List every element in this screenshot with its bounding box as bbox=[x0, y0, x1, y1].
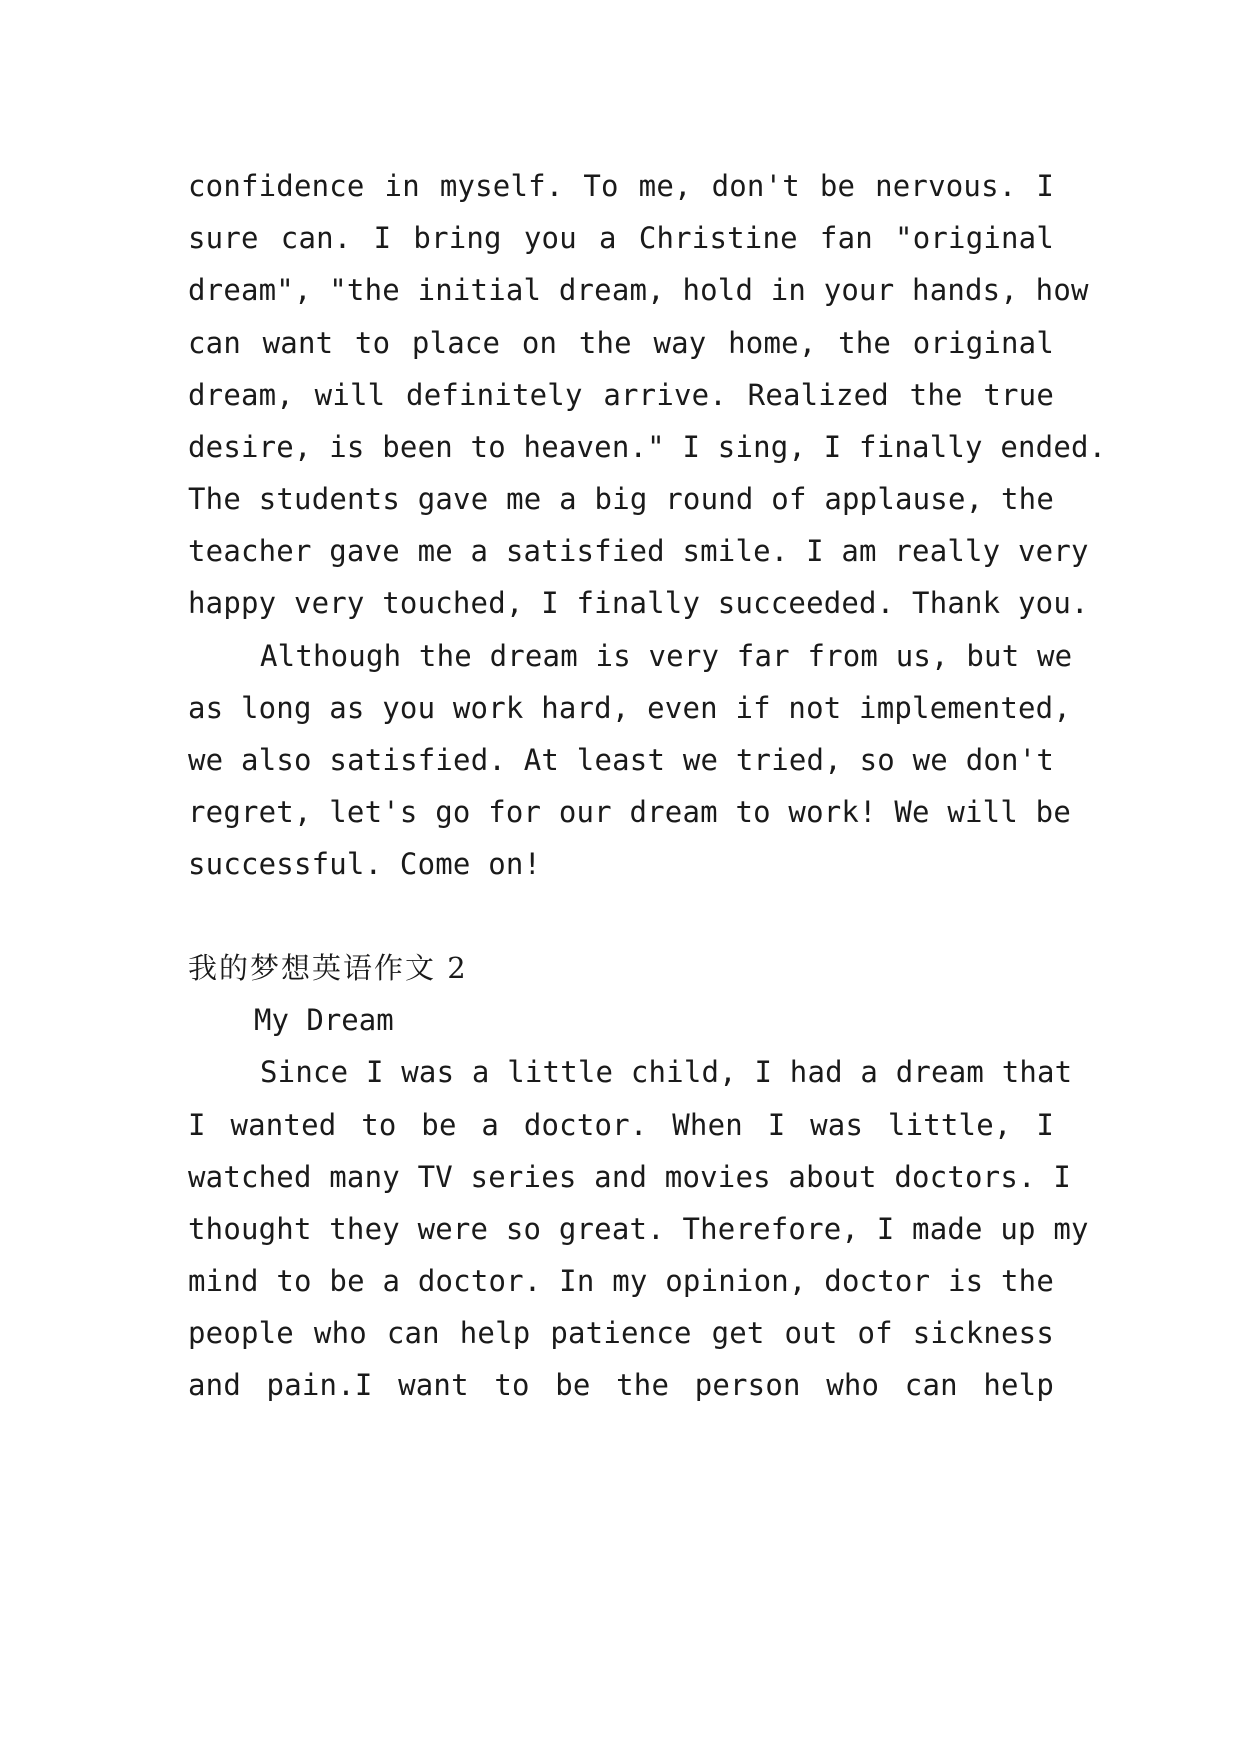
paragraph-line: successful. Come on! bbox=[188, 847, 542, 881]
paragraph-line: I wanted to be a doctor. When I was little, I bbox=[188, 1108, 1054, 1142]
paragraph-line: as long as you work hard, even if not implemented, bbox=[188, 691, 1071, 725]
section-heading: 我的梦想英语作文 2 bbox=[188, 951, 468, 985]
paragraph-line: watched many TV series and movies about doctors. I bbox=[188, 1160, 1071, 1194]
paragraph-line: The students gave me a big round of applause, the bbox=[188, 482, 1054, 516]
paragraph-line: happy very touched, I finally succeeded. Thank you. bbox=[188, 586, 1089, 620]
paragraph-line: confidence in myself. To me, don't be nervous. I bbox=[188, 169, 1054, 203]
paragraph-line: sure can. I bring you a Christine fan "original bbox=[188, 221, 1054, 255]
paragraph-line: and pain.I want to be the person who can help bbox=[188, 1368, 1054, 1402]
paragraph-line: thought they were so great. Therefore, I made up my bbox=[188, 1212, 1089, 1246]
paragraph-line: we also satisfied. At least we tried, so we don't bbox=[188, 743, 1054, 777]
paragraph-line: can want to place on the way home, the original bbox=[188, 326, 1054, 360]
paragraph-line: regret, let's go for our dream to work! We will be bbox=[188, 795, 1071, 829]
paragraph-line: mind to be a doctor. In my opinion, doctor is the bbox=[188, 1264, 1054, 1298]
paragraph-line: people who can help patience get out of sickness bbox=[188, 1316, 1054, 1350]
paragraph-line: teacher gave me a satisfied smile. I am really very bbox=[188, 534, 1089, 568]
paragraph-line: Since I was a little child, I had a dream that bbox=[260, 1055, 1073, 1089]
paragraph-line: desire, is been to heaven." I sing, I finally ended. bbox=[188, 430, 1107, 464]
essay-title: My Dream bbox=[254, 1003, 394, 1037]
paragraph-line: dream, will definitely arrive. Realized the true bbox=[188, 378, 1054, 412]
paragraph-line: dream", "the initial dream, hold in your hands, how bbox=[188, 273, 1089, 307]
paragraph-line: Although the dream is very far from us, but we bbox=[260, 639, 1073, 673]
